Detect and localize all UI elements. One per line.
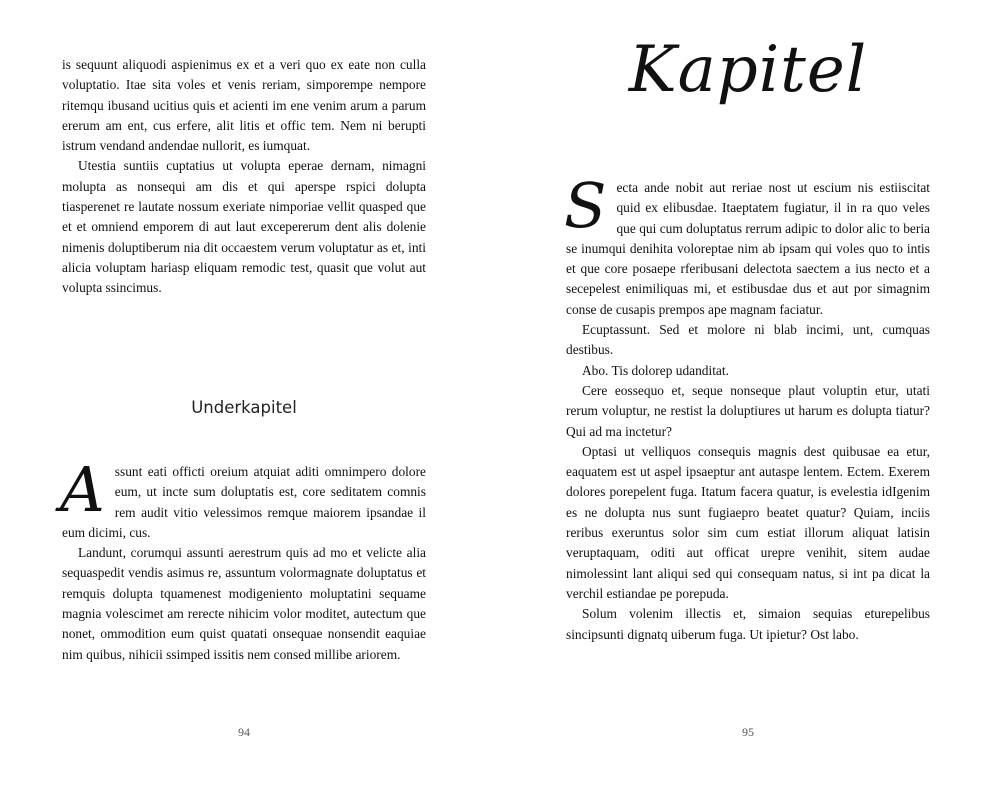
right-page [496,0,992,785]
subchapter-heading: Underkapitel [191,398,297,417]
left-body-bottom [60,453,426,665]
dropcap-paragraph-text: ecta ande nobit aut reriae nost ut escium nis estiiscitat quid ex elibusdae. Itaeptatem fugiatur, il in ra quo veles que qui cum doluptatus rerrum adipic to dolor alic to beria se inumqui denihita voloreptae nim ab ipsam qui voles quo to intis et que core posaepe rferibusani delectota saectem a ius necto et a secepelest enimiliquas mi, et estibusdae dus et aut por simagnim conse de cusapis prempos ape magnam faciatur. [566,180,930,317]
dropcap-paragraph-text: ssunt eati officti oreium atquiat aditi omnimpero dolore eum, ut incte sum doluptatis est, core seditatem comnis rem audit vitio velessimos remque maiorem ipsandae il eum dicimi, cus. [62,464,426,540]
paragraph: Cere eossequo et, seque nonseque plaut voluptin etur, utati rerum voluptur, ne restist la doluptiures ut harum es dolupta tiatur? Qui ad ma inctetur? [566,382,930,439]
page-number: 94 [238,725,250,739]
paragraph: Ecuptassunt. Sed et molore ni blab incimi, unt, cumquas destibus. [566,322,930,358]
chapter-title: Kapitel [628,33,868,107]
page-number: 95 [742,725,754,739]
dropcap-paragraph [60,453,426,543]
paragraph: Solum volenim illectis et, simaion sequias eturepelibus sincipsunti dignatq uiberum fuga. Ut ipietur? Ost labo. [566,606,930,642]
paragraph: Utestia suntiis cuptatius ut volupta eperae dernam, nimagni molupta as nonsequi am dis et qui aperspe rspici dolupta tiasperenet re lautate nossum exeriate nimporiae vellit quasped que et et omniend emporem di aut laut excepererum dent alis dolenie nimenis doluptiberum nia dit occaestem verum voluptatur as et, inti alicia voluptam hariasp eliquam remodic test, quasit que volut aut volupta ssincimus. [62,158,426,296]
paragraph: Abo. Tis dolorep udanditat. [582,362,729,378]
left-body-top [62,55,426,299]
right-body [564,169,930,645]
dropcap-letter: S [564,169,607,242]
dropcap-letter: A [60,453,105,526]
paragraph: is sequunt aliquodi aspienimus ex et a veri quo ex eate non culla voluptatio. Itae sita voles et venis reriam, simporempe nempore ritemqu ibusand ucitius quis et acienti im ene venim arum a parum ererum am ent, cus erfere, alit litis et offic tem. Nem ni berupti istrum vendand andendae nullorit, es iumquat. [62,57,426,154]
paragraph: Optasi ut velliquos consequis magnis dest quibusae ea etur, eaquatem est ut aspel ipsaeptur ant autaspe lentem. Ectem. Exerem dolores porepelent fuga. Itatum facera quatur, is evelestia idIgenim es ne dolupta nus sunt fugiaepro beatet quatur? Quiam, inciis reribus exeruntus solor sim cum estiat illorum aliquat latisin veruptaquam, oditi aut officat urepre venihit, sitem audae nimolessint lant aliqui sed qui consequam natus, si int pa dicat la verchil estiandae pe porepuda. [566,443,930,601]
dropcap-paragraph [564,169,930,320]
paragraph: Landunt, corumqui assunti aerestrum quis ad mo et velicte alia sequaspedit vendis asimus re, assuntum volormagnate doluptatus et remquis dolupta tquamenest modigeniento moluptatini sequame magnia volescimet am rerecte nihicim volor moditet, autectum que nonet, ommodition eum quist quatati onsequae nonsendit eaquiae nim quibus, nihicii ssimped issitis nem consed millibe ariorem. [62,545,426,662]
